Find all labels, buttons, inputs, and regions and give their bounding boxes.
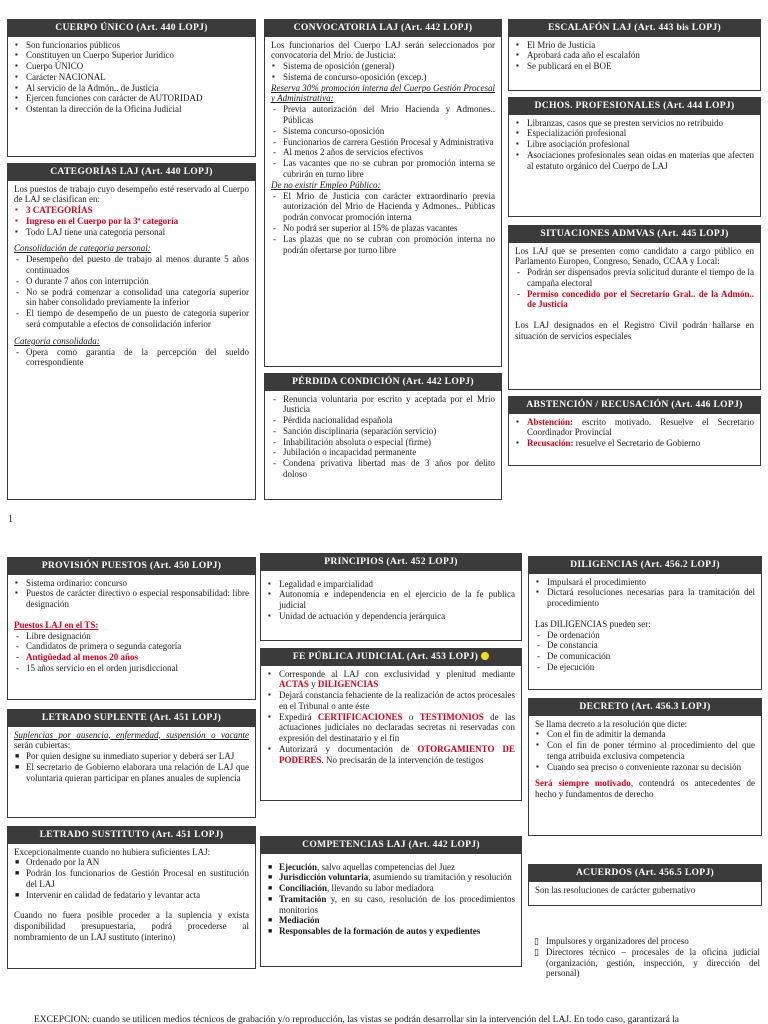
list-item: ▪ Sistema ordinario: concurso [14, 578, 249, 589]
reserva-subtitle: Reserva 30% promoción interna del Cuerpo Gestión Procesal y Administrativa: [271, 82, 495, 104]
list-item: - De ejecución [535, 662, 755, 673]
list-item [267, 926, 515, 937]
recusacion-text: resuelve el Secretario de Gobierno [575, 438, 701, 449]
list-item: - Candidatos de primera o segunda categoría [14, 641, 249, 652]
perdida-box [264, 373, 502, 500]
list-item: - Podrán ser dispensados previa solicitud durante el tiempo de la campaña electoral [515, 267, 754, 289]
list-item: ▪ Todo LAJ tiene una categoría personal [14, 227, 249, 238]
list-item: - Previa autorización del Mrio Hacienda y Admones.. Públicas [271, 104, 495, 126]
list-item: ▯ Impulsores y organizadores del proceso [534, 936, 760, 947]
fe-publica-list [267, 669, 515, 766]
provision-box [7, 557, 256, 700]
suplente-title: LETRADO SUPLENTE (Art. 451 LOPJ) [8, 710, 255, 727]
abstencion-label: Abstención: [527, 416, 574, 427]
list-item: - No podrá ser superior al 15% de plazas vacantes [271, 223, 495, 234]
page-number: 1 [8, 514, 13, 525]
list-item [267, 883, 515, 894]
situaciones-intro: Los LAJ que se presenten como candidato a cargo público en Parlamento Europeo, Congreso, Senado, CCAA y Local: [515, 245, 754, 267]
suplente-intro [14, 730, 249, 752]
categorias-box [7, 163, 256, 500]
convocatoria-box [264, 19, 502, 367]
fe-testimonios: TESTIMONIOS [419, 711, 484, 722]
competencias-box [260, 836, 522, 967]
decreto-box [528, 698, 762, 836]
sustituto-title: LETRADO SUSTITUTO (Art. 451 LOPJ) [8, 827, 255, 844]
list-item: - El Mrio de Justicia con carácter extraordinario previa autorización del Mrio de Hacienda y Admones.. Públicas podrán convocar promoción interna [271, 191, 495, 223]
list-item: ▪ Dictará resoluciones necesarias para la tramitación del procedimiento [535, 587, 755, 609]
list-item: ▪ Ejercen funciones con carácter de AUTORIDAD [14, 93, 249, 104]
competencia-bold: Tramitación [279, 893, 327, 904]
competencias-title: COMPETENCIAS LAJ (Art. 442 LOPJ) [261, 837, 521, 854]
suplente-intro-underlined: Suplencias por ausencia, enfermedad, suspensión o vacante [14, 729, 249, 740]
list-item: ▪ Libre asociación profesional [515, 139, 754, 150]
noexistir-subtitle: De no existir Empleo Público: [271, 179, 381, 190]
list-item: ▪ Sistema de oposición (general) [271, 61, 495, 72]
abstencion-list [515, 417, 754, 449]
escalafon-title: ESCALAFÓN LAJ (Art. 443 bis LOPJ) [509, 20, 760, 37]
decreto-intro: Se llama decreto a la resolución que dicte: [535, 718, 688, 729]
competencia-text: , asumiendo su tramitación y resolución [368, 872, 512, 883]
list-item: ■ El secretario de Gobierno elaborara una relación de LAJ que voluntaria quieran participar en planes anuales de suplencia [14, 762, 249, 784]
consolidacion-list [14, 254, 249, 330]
list-item: - Condena privativa libertad mas de 3 años por delito doloso [271, 458, 495, 480]
list-item: ▪ Se publicará en el BOE [515, 61, 754, 72]
fe-text: Expedirá [279, 711, 318, 722]
fe-publica-box [260, 648, 522, 801]
list-item: ▪ Constituyen un Cuerpo Superior Jurídico [14, 50, 249, 61]
list-item: - De comunicación [535, 651, 755, 662]
convocatoria-intro: Los funcionarios del Cuerpo LAJ serán seleccionados por convocatoria del Mrio. de Justicia: [271, 39, 495, 61]
list-item: ▪ Puestos de carácter directivo o especial responsabilidad: libre designación [14, 588, 249, 610]
yellow-dot-icon [481, 652, 489, 660]
diligencias-box [528, 556, 762, 690]
principios-list [267, 579, 515, 622]
list-item: - De ordenación [535, 630, 755, 641]
diligencias-list [535, 577, 755, 609]
list-item [267, 712, 515, 744]
abstencion-text: escrito motivado. Resuelve el Secretario Coordinador Provincial [527, 416, 755, 438]
list-item: ■ Podrán los funcionarios de Gestión Procesal en sustitución del LAJ [14, 868, 249, 890]
cuerpo-unico-title: CUERPO ÚNICO (Art. 440 LOPJ) [8, 20, 255, 37]
list-item: - Renuncia voluntaria por escrito y aceptada por el Mrio Justicia [271, 394, 495, 416]
perdida-title: PÉRDIDA CONDICIÓN (Art. 442 LOPJ) [265, 374, 501, 391]
list-item: ▪ Dejará constancia fehaciente de la realización de actos procesales en el Tribunal o ante éste [267, 690, 515, 712]
fe-certificaciones: CERTIFICACIONES [317, 711, 403, 722]
list-item: - 15 años servicio en el orden jurisdiccional [14, 663, 249, 674]
decreto-outro-text: , contendrá os antecedentes de hecho y fundamentos de derecho [535, 778, 755, 800]
list-item: ▪ 3 CATEGORÍAS [14, 205, 249, 216]
list-item: ▪ Asociaciones profesionales sean oídas en materias que afecten al estatuto orgánico del Cuerpo de LAJ [515, 150, 754, 172]
fe-text: . No precisarán de la intervención de testigos [321, 754, 484, 765]
list-item [515, 417, 754, 439]
list-item: - Jubilación o incapacidad permanente [271, 447, 495, 458]
list-item: - No se podrá comenzar a consolidad una categoría superior sin haber consolidado previamente la inferior [14, 287, 249, 309]
situaciones-title: SITUACIONES ADMVAS (Art. 445 LOPJ) [509, 226, 760, 243]
dchos-title: DCHOS. PROFESIONALES (Art. 444 LOPJ) [509, 98, 760, 115]
categorias-title: CATEGORÍAS LAJ (Art. 440 LOPJ) [8, 164, 255, 181]
convocatoria-title: CONVOCATORIA LAJ (Art. 442 LOPJ) [265, 20, 501, 37]
list-item: - Al menos 2 años de servicios efectivos [271, 147, 495, 158]
suplente-list [14, 751, 249, 783]
list-item: ▯ Directores técnico – procesales de la oficina judicial (organización, gestión, inspección, y dirección del personal) [534, 947, 760, 979]
list-item: - O durante 7 años con interrupción [14, 276, 249, 287]
list-item: ▪ Al servicio de la Admón.. de Justicia [14, 83, 249, 94]
list-item: ▪ Son funcionarios públicos [14, 40, 249, 51]
list-item: ▪ Especialización profesional [515, 128, 754, 139]
list-item: ▪ Aprobará cada año el escalafón [515, 50, 754, 61]
competencia-text: y, en su caso, resolución de los procedimientos monitorios [279, 893, 515, 915]
list-item: ▪ Con el fin de admitir la demanda [535, 729, 755, 740]
fe-diligencias: DILIGENCIAS [317, 679, 379, 690]
recusacion-label: Recusación: [527, 438, 574, 449]
list-item: - Inhabilitación absoluta o especial (firme) [271, 437, 495, 448]
list-item: ■ Ordenado por la AN [14, 857, 249, 868]
consolidacion-subtitle: Consolidación de categoría personal: [14, 243, 151, 254]
fe-publica-title-row [261, 649, 521, 666]
diligencias-tipos-list [535, 630, 755, 673]
situaciones-outro: Los LAJ designados en el Registro Civil podrán hallarse en situación de servicios especiales [515, 320, 754, 342]
list-item [267, 744, 515, 766]
list-item: - Permiso concedido por el Secretario Gral.. de la Admón.. de Justicia [515, 289, 754, 311]
fe-text: de las actuaciones judiciales no declaradas secretas ni reservadas con expresión del destinatario y el fin [279, 711, 516, 744]
list-item: - Sistema concurso-oposición [271, 126, 495, 137]
list-item: ▪ Unidad de actuación y dependencia jerárquica [267, 611, 515, 622]
acuerdos-text: Son las resoluciones de carácter gubernativo [535, 884, 696, 895]
list-item: ■ Intervenir en calidad de fedatario y levantar acta [14, 890, 249, 901]
categorias-list [14, 205, 249, 237]
fe-text: y [308, 679, 318, 690]
list-item: ▪ Con el fin de poner término al procedimiento del que tenga atribuida exclusiva competencia [535, 740, 755, 762]
competencia-bold: Ejecución [279, 861, 317, 872]
diligencias-title: DILIGENCIAS (Art. 456.2 LOPJ) [529, 557, 761, 574]
list-item: ▪ Ingreso en el Cuerpo por la 3ª categoría [14, 216, 249, 227]
abstencion-title: ABSTENCIÓN / RECUSACIÓN (Art. 446 LOPJ) [509, 397, 760, 414]
competencia-bold: Mediación [279, 915, 320, 926]
dchos-list [515, 118, 754, 172]
list-item: ▪ Autonomía e independencia en el ejercicio de la fe publica judicial [267, 589, 515, 611]
diligencias-subtitle: Las DILIGENCIAS pueden ser: [535, 618, 651, 629]
list-item: ▪ Legalidad e imparcialidad [267, 579, 515, 590]
consolidada-subtitle: Categoría consolidada: [14, 335, 100, 346]
fe-text: Autorizará y documentación de [279, 744, 418, 755]
competencias-list [267, 862, 515, 938]
list-item [267, 915, 515, 926]
competencia-bold: Jurisdicción voluntaria [279, 872, 369, 883]
sustituto-outro: Cuando no fuera posible proceder a la suplencia y exista disponibilidad presupuestaria, podrá procederse al nombramiento de un LAJ sustituto (interino) [14, 910, 249, 943]
puestos-ts-list [14, 631, 249, 674]
decreto-title: DECRETO (Art. 456.3 LOPJ) [529, 699, 761, 716]
competencia-bold: Conciliación [279, 883, 328, 894]
list-item: - Antigüedad al menos 20 años [14, 652, 249, 663]
list-item: - El tiempo de desempeño de un puesto de categoría superior será computable a efectos de consolidación inferior [14, 308, 249, 330]
situaciones-box [508, 225, 761, 390]
list-item: ▪ Cuando sea preciso o conveniente razonar su decisión [535, 762, 755, 773]
fe-text: o [402, 711, 420, 722]
list-item: - Pérdida nacionalidad española [271, 415, 495, 426]
decreto-list [535, 729, 755, 772]
sustituto-box [7, 826, 256, 969]
noexistir-list [271, 191, 495, 256]
abstencion-box [508, 396, 761, 466]
list-item: ▪ Libranzas, casos que se presten servicios no retribuido [515, 118, 754, 129]
list-item [515, 438, 754, 449]
sustituto-list [14, 857, 249, 900]
list-item: ▪ Carácter NACIONAL [14, 72, 249, 83]
list-item [267, 862, 515, 873]
fe-actas: ACTAS [279, 679, 309, 690]
competencia-text: , salvo aquellas competencias del Juez [317, 861, 455, 872]
consolidada-list [14, 347, 249, 369]
competencia-text: , llevando su labor mediadora [327, 883, 434, 894]
principios-title: PRINCIPIOS (Art. 452 LOPJ) [261, 554, 521, 571]
sistemas-list [271, 61, 495, 83]
list-item: - Sanción disciplinaria (separación servicio) [271, 426, 495, 437]
escalafon-box [508, 19, 761, 91]
suplente-box [7, 709, 256, 818]
situaciones-list [515, 267, 754, 310]
provision-list [14, 578, 249, 610]
list-item: ▪ Impulsará el procedimiento [535, 577, 755, 588]
puestos-ts-head: Puestos LAJ en el TS: [14, 619, 99, 630]
decreto-outro [535, 778, 755, 800]
cuerpo-unico-box [7, 19, 256, 157]
dchos-box [508, 97, 761, 217]
list-item [267, 894, 515, 916]
fe-poderes: OTORGAMIENTO DE PODERES [279, 744, 515, 765]
impulsores-list [534, 936, 760, 979]
acuerdos-title: ACUERDOS (Art. 456.5 LOPJ) [529, 865, 761, 882]
reserva-list [271, 104, 495, 180]
escalafon-list [515, 40, 754, 72]
acuerdos-box [528, 864, 762, 906]
list-item [267, 872, 515, 883]
list-item: ■ Por quien designe su inmediato superior y deberá ser LAJ [14, 751, 249, 762]
list-item: - Opera como garantía de la percepción del sueldo correspondiente [14, 347, 249, 369]
decreto-motivado: Será siempre motivado [535, 778, 631, 789]
list-item: - Desempeño del puesto de trabajo al menos durante 5 años continuados [14, 254, 249, 276]
list-item [267, 669, 515, 691]
list-item: - Libre designación [14, 631, 249, 642]
categorias-intro: Los puestos de trabajo cuyo desempeño esté reservado al Cuerpo de LAJ se clasifican en: [14, 183, 249, 205]
list-item: ▪ Ostentan la dirección de la Oficina Judicial [14, 104, 249, 115]
impulsores-section [534, 936, 760, 979]
principios-box [260, 553, 522, 641]
suplente-intro-rest: serán cubiertas: [14, 740, 71, 751]
fe-text: Corresponde al LAJ con exclusividad y plenitud mediante [279, 668, 515, 679]
competencia-bold: Responsables de la formación de autos y expedientes [279, 926, 481, 937]
list-item: - Las vacantes que no se cubran por promoción interna se cubrirán en turno libre [271, 158, 495, 180]
footer-text: EXCEPCIÓN: cuando se utilicen medios técnicos de grabación y/o reproducción, las vistas se podrán desarrollar sin la intervención del LAJ. En todo caso, garantizará la [34, 1015, 680, 1024]
perdida-list [271, 394, 495, 480]
list-item: - Las plazas que no se cubran con promoción interna no podrán ofertarse por turno libre [271, 234, 495, 256]
list-item: ▪ Sistema de concurso-oposición (excep.) [271, 72, 495, 83]
sustituto-intro: Excepcionalmente cuando no hubiera suficientes LAJ: [14, 846, 211, 857]
list-item: ▪ Cuerpo ÚNICO [14, 61, 249, 72]
provision-title: PROVISIÓN PUESTOS (Art. 450 LOPJ) [8, 558, 255, 575]
list-item: - Funcionarios de carrera Gestión Procesal y Administrativa [271, 137, 495, 148]
list-item: - De constancia [535, 640, 755, 651]
fe-publica-title: FE PÚBLICA JUDICIAL (Art. 453 LOPJ) [292, 651, 479, 662]
cuerpo-unico-list [14, 40, 249, 116]
list-item: ▪ El Mrio de Justicia [515, 40, 754, 51]
